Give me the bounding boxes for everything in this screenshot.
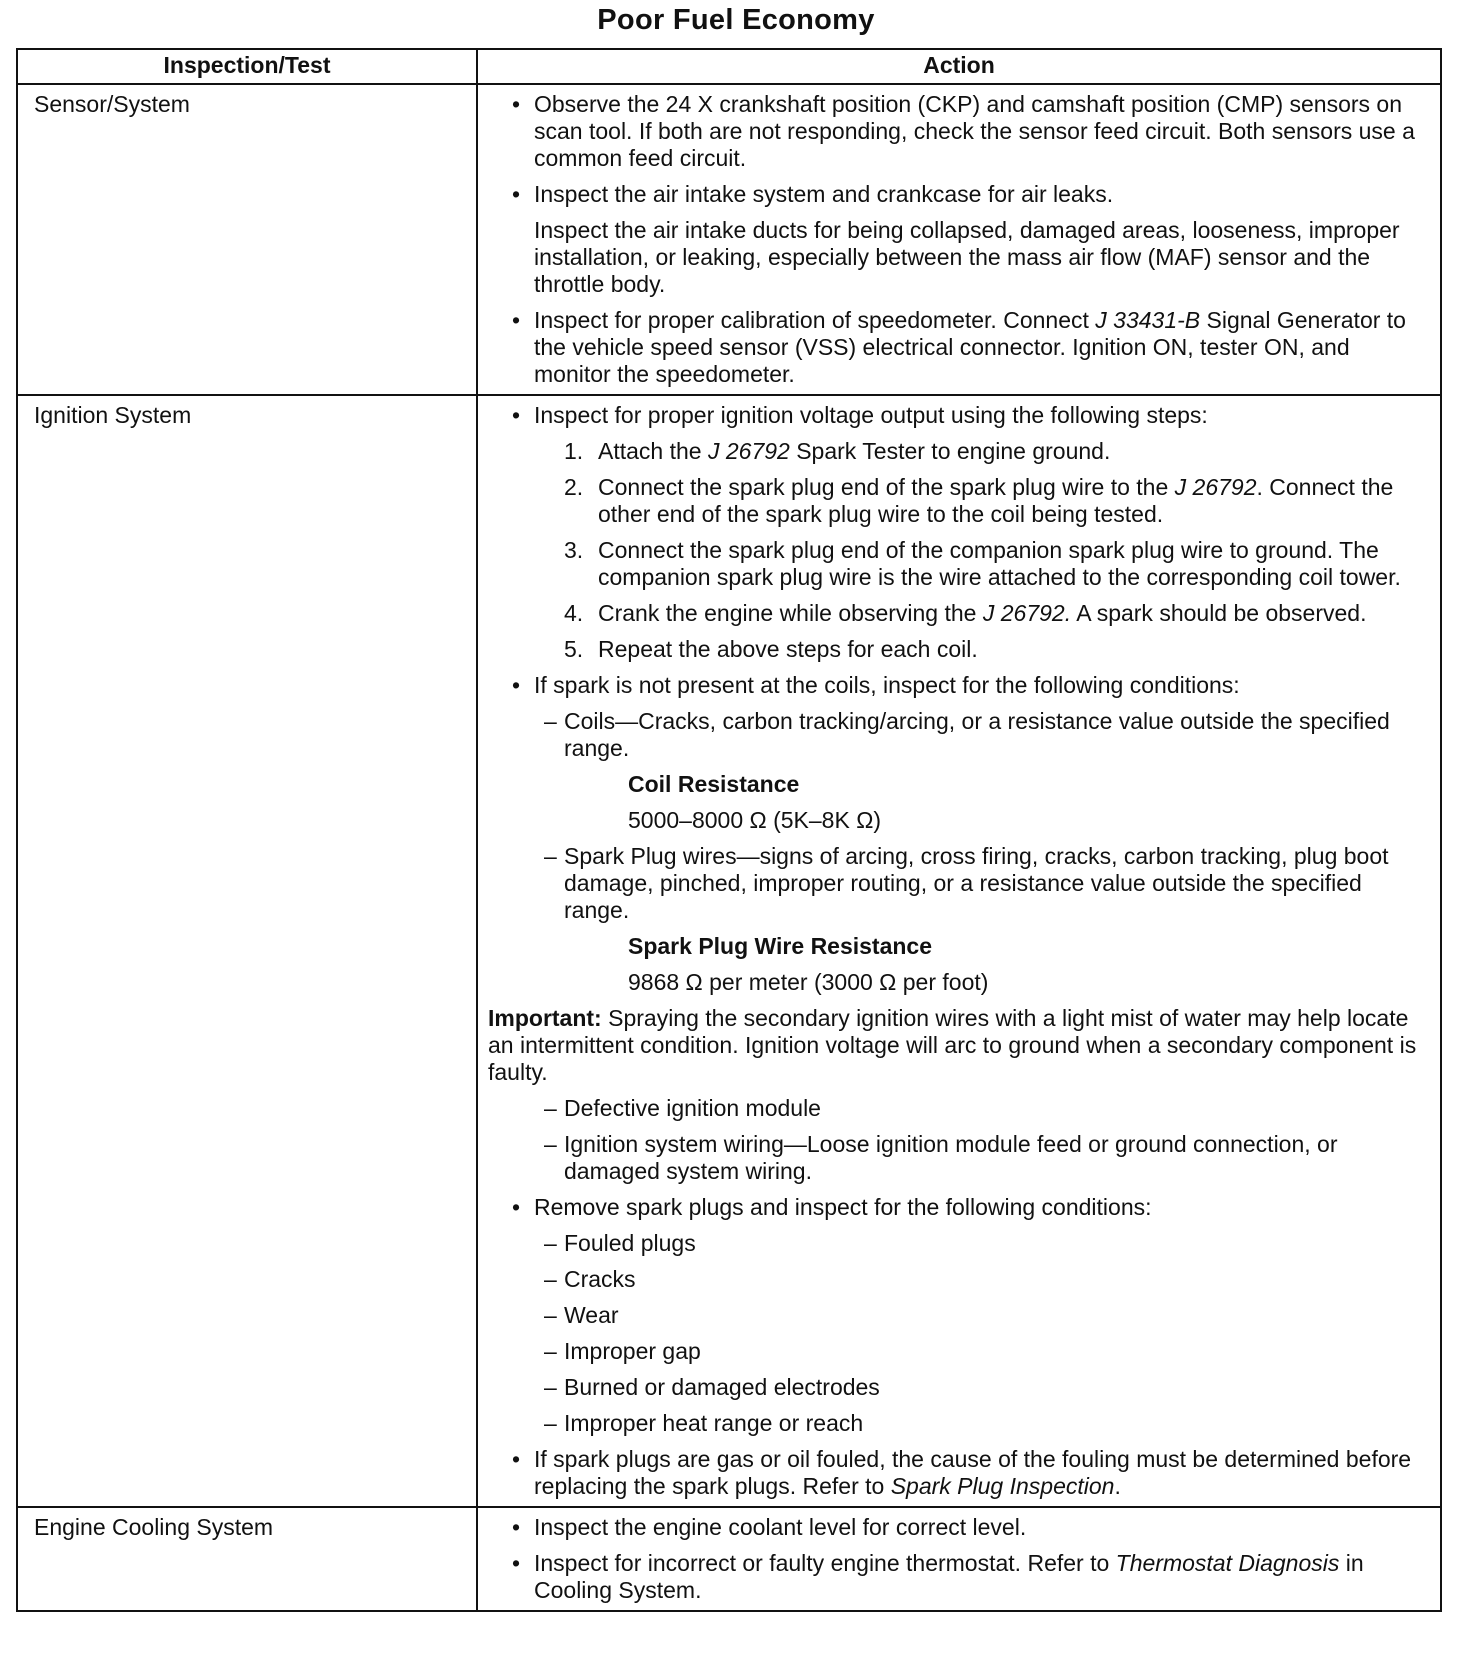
list-item xyxy=(512,91,1430,172)
row-label-ignition-system: Ignition System xyxy=(17,395,477,1507)
condition-item xyxy=(544,843,1430,924)
text-segment: Spark Tester to engine ground. xyxy=(789,438,1111,464)
text-segment: Signal Generator to the vehicle speed sensor (VSS) electrical connector. Ignition ON, tester ON, and monitor the speedometer. xyxy=(534,307,1406,387)
text-segment: Connect the spark plug end of the spark plug wire to the xyxy=(598,474,1175,500)
action-text: Inspect the engine coolant level for correct level. xyxy=(534,1514,1027,1540)
step-text xyxy=(598,474,1430,528)
bullet-marker: • xyxy=(512,307,521,333)
header-inspection-test: Inspection/Test xyxy=(17,49,477,84)
plug-condition-text: Fouled plugs xyxy=(564,1230,696,1256)
plug-condition-item xyxy=(544,1374,1430,1401)
spec-value-wire-resistance: 9868 Ω per meter (3000 Ω per foot) xyxy=(628,969,989,995)
bullet-marker: • xyxy=(512,672,521,698)
reference-thermostat-diagnosis: Thermostat Diagnosis xyxy=(1115,1550,1340,1576)
step-text: Repeat the above steps for each coil. xyxy=(598,636,978,662)
action-text: Inspect the air intake system and crankcase for air leaks. xyxy=(534,181,1114,207)
plug-condition-text: Cracks xyxy=(564,1266,636,1292)
bullet-marker: • xyxy=(512,181,521,207)
text-segment: If spark plugs are gas or oil fouled, the cause of the fouling must be determined before replacing the spark plugs. Refer to xyxy=(534,1446,1412,1499)
action-cell-sensor-system xyxy=(477,84,1441,395)
step-item xyxy=(564,438,1430,465)
condition-item xyxy=(544,1131,1430,1185)
dash-marker: – xyxy=(544,1230,557,1256)
condition-item xyxy=(544,1095,1430,1122)
step-number: 2. xyxy=(564,474,584,500)
action-text xyxy=(534,307,1430,388)
step-item xyxy=(564,474,1430,528)
condition-item xyxy=(544,708,1430,762)
step-number: 3. xyxy=(564,537,584,563)
list-item xyxy=(512,1194,1430,1221)
plug-condition-text: Burned or damaged electrodes xyxy=(564,1374,880,1400)
bullet-marker: • xyxy=(512,91,521,117)
plug-condition-item xyxy=(544,1410,1430,1437)
step-text xyxy=(598,438,1430,465)
reference-spark-plug-inspection: Spark Plug Inspection xyxy=(890,1473,1115,1499)
dash-marker: – xyxy=(544,1266,557,1292)
dash-marker: – xyxy=(544,1410,557,1436)
action-cell-ignition-system xyxy=(477,395,1441,1507)
dash-marker: – xyxy=(544,708,557,734)
step-item xyxy=(564,636,1430,663)
important-text: Spraying the secondary ignition wires with a light mist of water may help locate an intermittent condition. Ignition voltage will arc to ground when a secondary component is faulty. xyxy=(488,1005,1417,1085)
important-note xyxy=(488,1005,1430,1086)
plug-condition-text: Improper heat range or reach xyxy=(564,1410,864,1436)
list-item xyxy=(512,181,1430,208)
list-item xyxy=(512,307,1430,388)
condition-text: Ignition system wiring—Loose ignition module feed or ground connection, or damaged system wiring. xyxy=(564,1131,1338,1184)
step-number: 1. xyxy=(564,438,584,464)
bullet-marker: • xyxy=(512,402,521,428)
list-item xyxy=(512,402,1430,429)
dash-marker: – xyxy=(544,1338,557,1364)
table-header-row xyxy=(17,49,1441,84)
bullet-marker: • xyxy=(512,1446,521,1472)
step-number: 5. xyxy=(564,636,584,662)
dash-marker: – xyxy=(544,1302,557,1328)
spec-title-wire-resistance: Spark Plug Wire Resistance xyxy=(628,933,933,959)
step-number: 4. xyxy=(564,600,584,626)
condition-text: Spark Plug wires—signs of arcing, cross firing, cracks, carbon tracking, plug boot damage, pinched, improper routing, or a resistance value outside the specified range. xyxy=(564,843,1389,923)
row-label-engine-cooling-system: Engine Cooling System xyxy=(17,1507,477,1611)
bullet-marker: • xyxy=(512,1194,521,1220)
list-item xyxy=(512,1550,1430,1604)
dash-marker: – xyxy=(544,1374,557,1400)
header-action: Action xyxy=(477,49,1441,84)
text-segment: Attach the xyxy=(598,438,708,464)
text-segment: . xyxy=(1114,1473,1121,1499)
plug-condition-item xyxy=(544,1230,1430,1257)
step-item xyxy=(564,600,1430,627)
spec-title-coil-resistance: Coil Resistance xyxy=(628,771,800,797)
action-text: Observe the 24 X crankshaft position (CKP) and camshaft position (CMP) sensors on scan tool. If both are not responding, check the sensor feed circuit. Both sensors use a common feed circuit. xyxy=(534,91,1415,171)
action-text xyxy=(534,1550,1430,1604)
action-text: Inspect for proper ignition voltage output using the following steps: xyxy=(534,402,1208,428)
step-text: Connect the spark plug end of the companion spark plug wire to ground. The companion spark plug wire is the wire attached to the corresponding coil tower. xyxy=(598,537,1401,590)
table-row-engine-cooling-system xyxy=(17,1507,1441,1611)
important-label: Important: xyxy=(488,1005,602,1031)
page-title: Poor Fuel Economy xyxy=(597,4,875,36)
text-segment: . Connect the other end of the spark plug wire to the coil being tested. xyxy=(598,474,1394,527)
action-text: If spark is not present at the coils, inspect for the following conditions: xyxy=(534,672,1240,698)
dash-marker: – xyxy=(544,1095,557,1121)
row-label-sensor-system: Sensor/System xyxy=(17,84,477,395)
tool-number: J 26792. xyxy=(982,600,1072,626)
step-text xyxy=(598,600,1430,627)
action-text xyxy=(534,1446,1430,1500)
table-row-sensor-system xyxy=(17,84,1441,395)
text-segment: Inspect for incorrect or faulty engine thermostat. Refer to xyxy=(534,1550,1116,1576)
text-segment: Crank the engine while observing the xyxy=(598,600,983,626)
spec-value-coil-resistance: 5000–8000 Ω (5K–8K Ω) xyxy=(628,807,882,833)
action-note: Inspect the air intake ducts for being collapsed, damaged areas, looseness, improper installation, or leaking, especially between the mass air flow (MAF) sensor and the throttle body. xyxy=(534,217,1400,297)
plug-condition-text: Improper gap xyxy=(564,1338,701,1364)
action-text: Remove spark plugs and inspect for the following conditions: xyxy=(534,1194,1152,1220)
plug-condition-item xyxy=(544,1338,1430,1365)
diagnosis-table xyxy=(16,48,1442,1612)
text-segment: in Cooling System. xyxy=(534,1550,1364,1603)
tool-number: J 33431-B xyxy=(1095,307,1201,333)
text-segment: A spark should be observed. xyxy=(1071,600,1367,626)
list-item xyxy=(512,1446,1430,1500)
condition-text: Coils—Cracks, carbon tracking/arcing, or a resistance value outside the specified range. xyxy=(564,708,1390,761)
text-segment: Inspect for proper calibration of speedometer. Connect xyxy=(534,307,1096,333)
tool-number: J 26792 xyxy=(707,438,790,464)
action-cell-engine-cooling-system xyxy=(477,1507,1441,1611)
bullet-marker: • xyxy=(512,1550,521,1576)
bullet-marker: • xyxy=(512,1514,521,1540)
plug-condition-item xyxy=(544,1302,1430,1329)
table-row-ignition-system xyxy=(17,395,1441,1507)
plug-condition-item xyxy=(544,1266,1430,1293)
tool-number: J 26792 xyxy=(1174,474,1257,500)
condition-text: Defective ignition module xyxy=(564,1095,821,1121)
plug-condition-text: Wear xyxy=(564,1302,619,1328)
step-item xyxy=(564,537,1430,591)
list-item xyxy=(512,1514,1430,1541)
dash-marker: – xyxy=(544,843,557,869)
dash-marker: – xyxy=(544,1131,557,1157)
list-item xyxy=(512,672,1430,699)
